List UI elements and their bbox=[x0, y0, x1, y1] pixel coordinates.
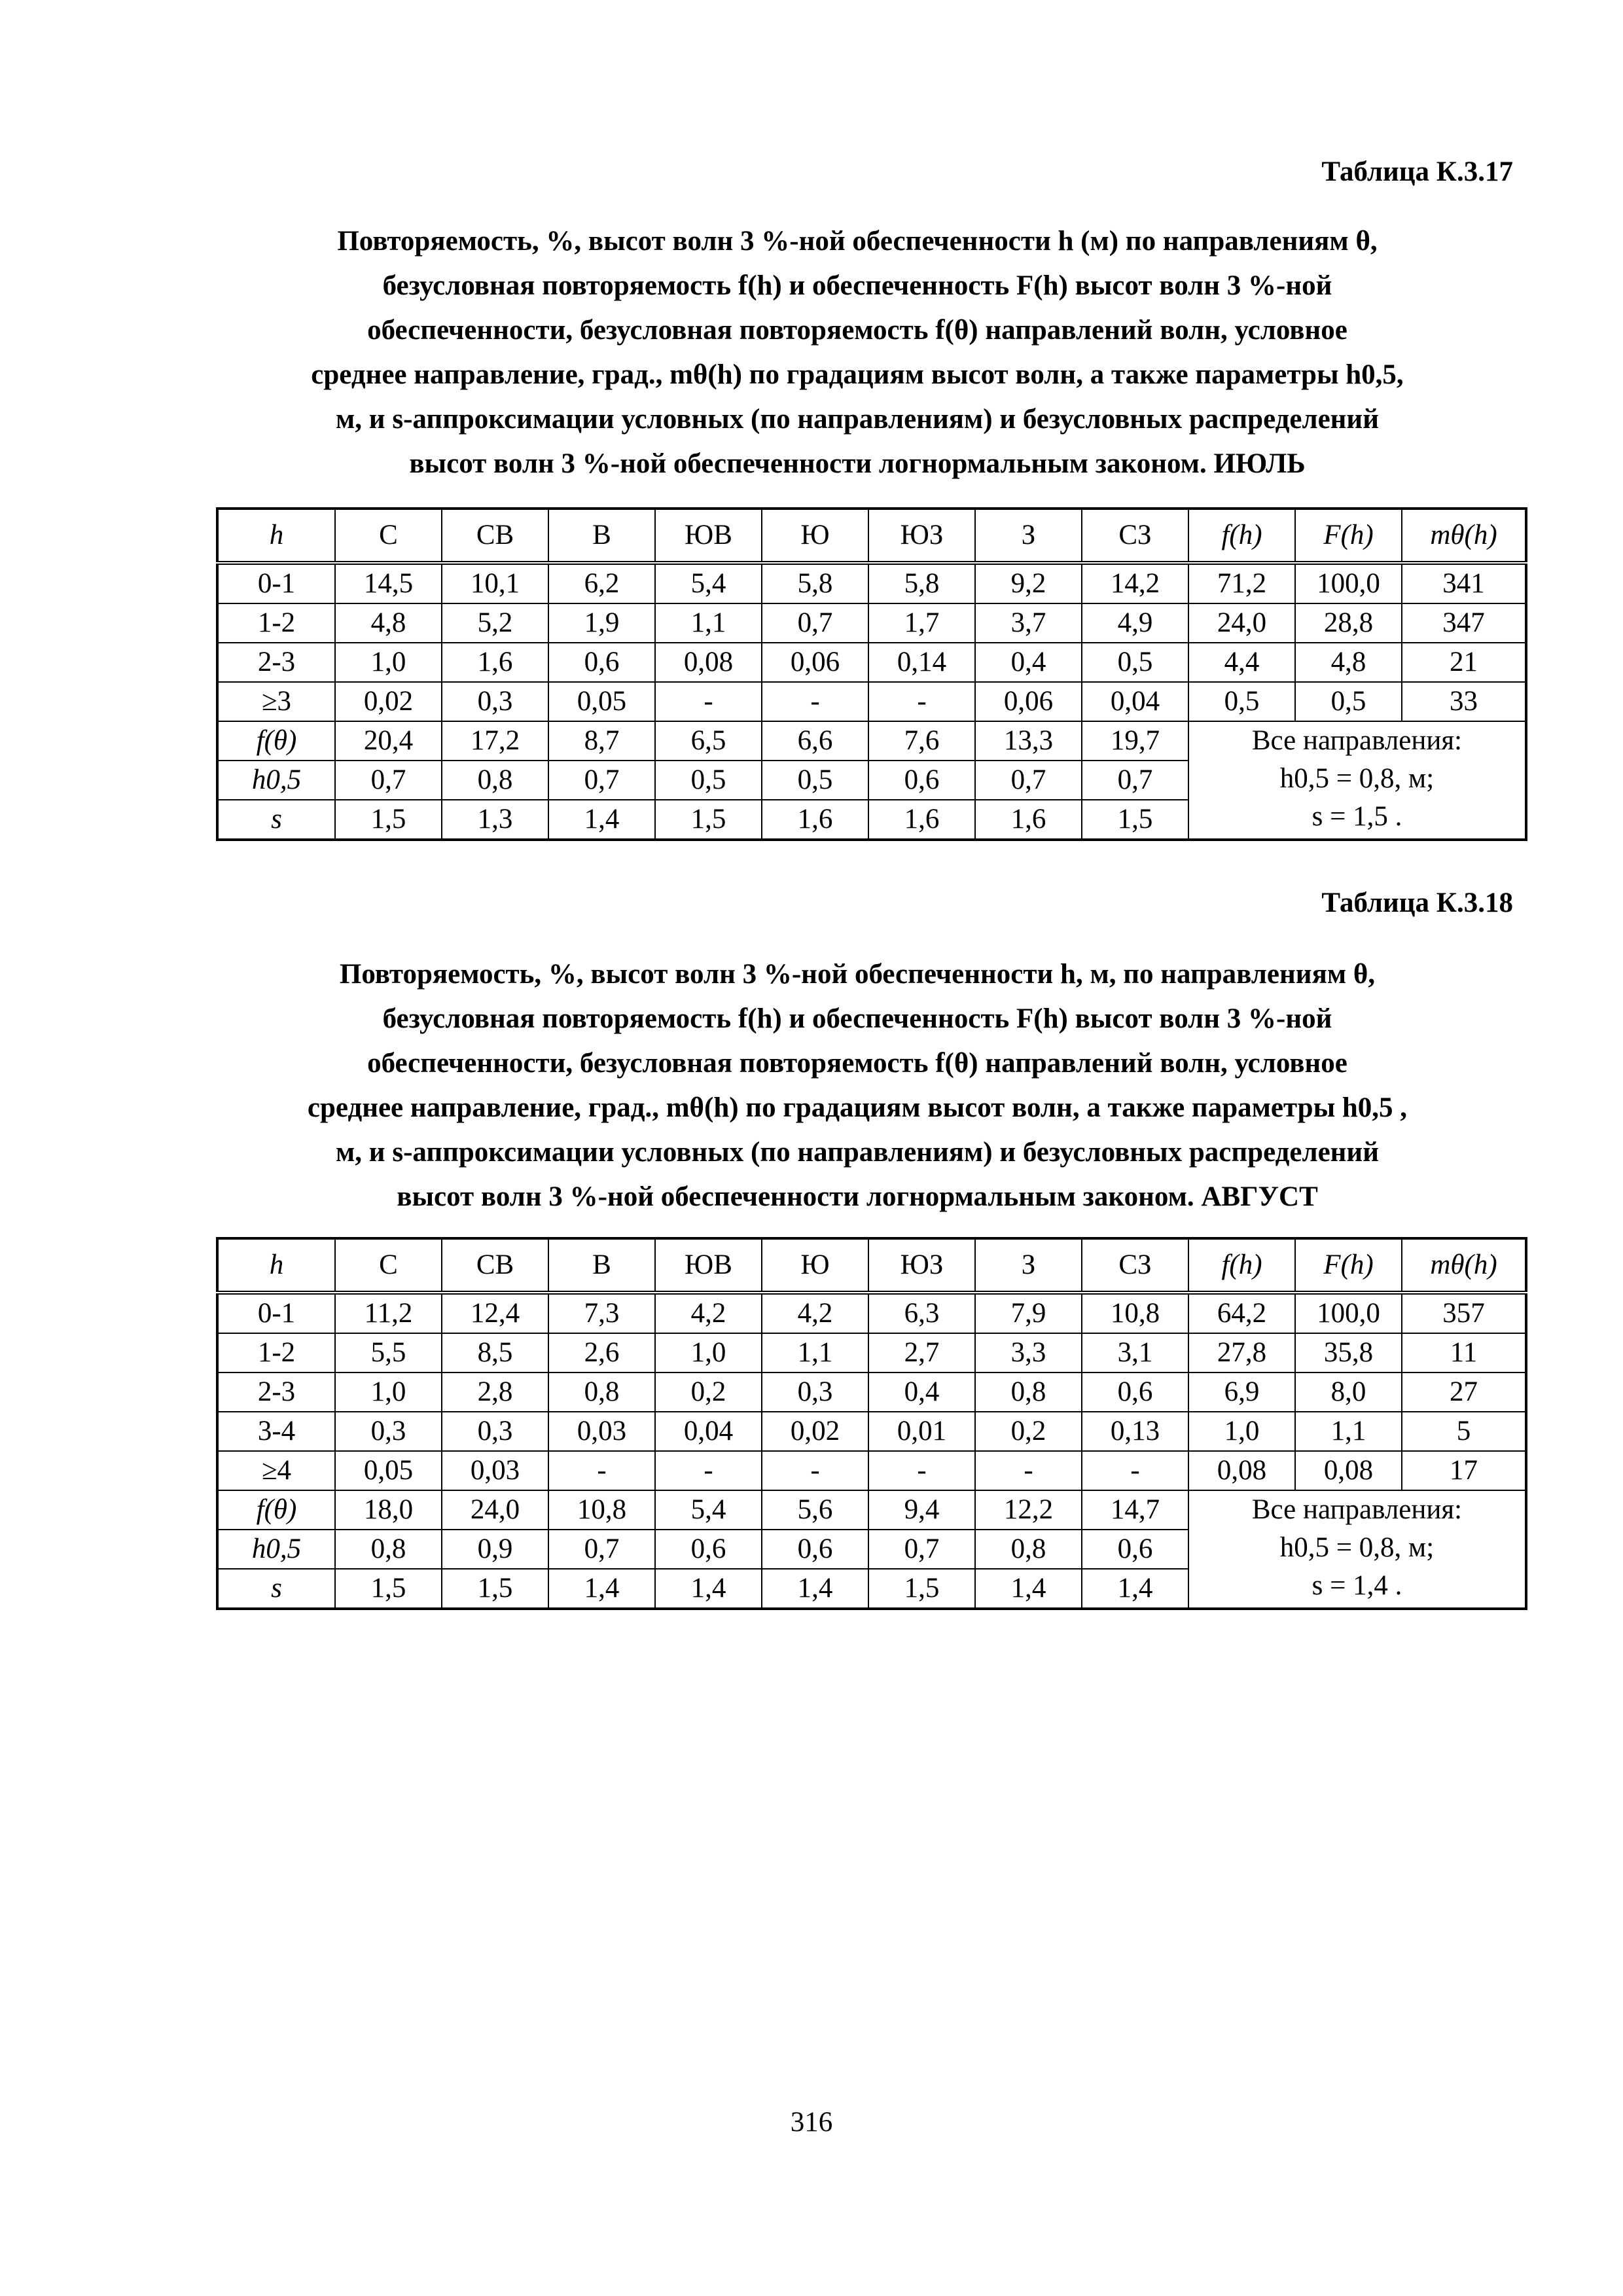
column-header: mθ(h) bbox=[1402, 1238, 1526, 1293]
table-cell: 5,8 bbox=[762, 563, 868, 603]
column-header: Ю bbox=[762, 509, 868, 563]
table-cell: 0,02 bbox=[762, 1412, 868, 1451]
table-cell: 4,4 bbox=[1188, 643, 1295, 682]
table-cell: 0,2 bbox=[975, 1412, 1082, 1451]
table-cell: 0,6 bbox=[548, 643, 655, 682]
table-cell: 1,5 bbox=[655, 800, 762, 840]
table-cell: 0,8 bbox=[975, 1372, 1082, 1412]
caption-line: среднее направление, град., mθ(h) по градациям высот волн, а также параметры h0,5, bbox=[311, 359, 1404, 390]
column-header: h bbox=[217, 1238, 335, 1293]
table-cell: 1,1 bbox=[655, 603, 762, 643]
param-row bbox=[217, 721, 1526, 761]
column-header: З bbox=[975, 1238, 1082, 1293]
table-cell: 5,2 bbox=[442, 603, 548, 643]
table-cell: 5 bbox=[1402, 1412, 1526, 1451]
table-cell: 21 bbox=[1402, 643, 1526, 682]
table-cell: 0,8 bbox=[975, 1530, 1082, 1569]
table-cell: 0,5 bbox=[655, 761, 762, 800]
column-header: F(h) bbox=[1295, 1238, 1402, 1293]
row-label: 1-2 bbox=[217, 1333, 335, 1372]
table-cell: 1,6 bbox=[442, 643, 548, 682]
table-caption bbox=[216, 219, 1499, 486]
column-header: Ю bbox=[762, 1238, 868, 1293]
table-row bbox=[217, 1333, 1526, 1372]
table-cell: 11,2 bbox=[335, 1293, 442, 1333]
table-cell: 0,03 bbox=[548, 1412, 655, 1451]
table-cell: 5,4 bbox=[655, 1490, 762, 1530]
table-cell: - bbox=[868, 1451, 975, 1490]
table-cell: 0,3 bbox=[442, 682, 548, 721]
column-header: ЮВ bbox=[655, 1238, 762, 1293]
table-cell: 0,6 bbox=[1082, 1530, 1188, 1569]
table-cell: 1,1 bbox=[1295, 1412, 1402, 1451]
column-header: mθ(h) bbox=[1402, 509, 1526, 563]
table-cell: 4,2 bbox=[762, 1293, 868, 1333]
caption-line: обеспеченности, безусловная повторяемость f(θ) направлений волн, условное bbox=[367, 315, 1347, 346]
table-cell: 12,4 bbox=[442, 1293, 548, 1333]
table-cell: 0,5 bbox=[1295, 682, 1402, 721]
param-label: h0,5 bbox=[217, 1530, 335, 1569]
table-cell: 0,3 bbox=[762, 1372, 868, 1412]
table-cell: 7,6 bbox=[868, 721, 975, 761]
table-cell: 24,0 bbox=[442, 1490, 548, 1530]
table-cell: 11 bbox=[1402, 1333, 1526, 1372]
table-row bbox=[217, 1412, 1526, 1451]
table-cell: 357 bbox=[1402, 1293, 1526, 1333]
data-table bbox=[216, 507, 1527, 841]
table-cell: 13,3 bbox=[975, 721, 1082, 761]
table-cell: 0,06 bbox=[762, 643, 868, 682]
param-row bbox=[217, 1490, 1526, 1530]
table-cell: 1,0 bbox=[1188, 1412, 1295, 1451]
table-row bbox=[217, 563, 1526, 603]
table-cell: 1,5 bbox=[868, 1569, 975, 1609]
table-cell: 1,1 bbox=[762, 1333, 868, 1372]
summary-line: Все направления: bbox=[1251, 1494, 1463, 1525]
column-header: С bbox=[335, 509, 442, 563]
column-header: h bbox=[217, 509, 335, 563]
table-cell: 0,4 bbox=[868, 1372, 975, 1412]
table-cell: 0,13 bbox=[1082, 1412, 1188, 1451]
summary-line: h0,5 = 0,8, м; bbox=[1279, 763, 1435, 794]
table-cell: 8,0 bbox=[1295, 1372, 1402, 1412]
table-cell: 27 bbox=[1402, 1372, 1526, 1412]
table-cell: 20,4 bbox=[335, 721, 442, 761]
table-cell: 1,5 bbox=[335, 800, 442, 840]
table-header-row bbox=[217, 509, 1526, 563]
table-cell: 1,9 bbox=[548, 603, 655, 643]
param-label: s bbox=[217, 800, 335, 840]
table-cell: - bbox=[868, 682, 975, 721]
table-cell: 0,7 bbox=[762, 603, 868, 643]
caption-line: м, и s-аппроксимации условных (по направлениям) и безусловных распределений bbox=[336, 1137, 1379, 1168]
table-cell: 1,4 bbox=[762, 1569, 868, 1609]
page-number: 316 bbox=[790, 2107, 833, 2138]
table-cell: 14,5 bbox=[335, 563, 442, 603]
data-table bbox=[216, 1237, 1527, 1610]
table-cell: 24,0 bbox=[1188, 603, 1295, 643]
table-cell: 1,5 bbox=[442, 1569, 548, 1609]
table-cell: 0,7 bbox=[548, 761, 655, 800]
caption-line: Повторяемость, %, высот волн 3 %-ной обеспеченности h, м, по направлениям θ, bbox=[339, 959, 1376, 990]
table-cell: 6,9 bbox=[1188, 1372, 1295, 1412]
table-cell: 0,6 bbox=[1082, 1372, 1188, 1412]
table-cell: 0,3 bbox=[335, 1412, 442, 1451]
table-cell: 1,4 bbox=[548, 800, 655, 840]
table-cell: 3,1 bbox=[1082, 1333, 1188, 1372]
table-cell: 0,08 bbox=[655, 643, 762, 682]
table-cell: 0,3 bbox=[442, 1412, 548, 1451]
caption-line: высот волн 3 %-ной обеспеченности логнормальным законом. ИЮЛЬ bbox=[409, 448, 1306, 479]
table-row bbox=[217, 1372, 1526, 1412]
table-cell: 1,5 bbox=[335, 1569, 442, 1609]
table-cell: 1,4 bbox=[975, 1569, 1082, 1609]
table-cell: 0,5 bbox=[1082, 643, 1188, 682]
table-cell: 0,8 bbox=[442, 761, 548, 800]
caption-line: безусловная повторяемость f(h) и обеспеченность F(h) высот волн 3 %-ной bbox=[382, 1003, 1332, 1034]
column-header: ЮЗ bbox=[868, 1238, 975, 1293]
table-cell: 0,2 bbox=[655, 1372, 762, 1412]
table-cell: 0,08 bbox=[1295, 1451, 1402, 1490]
column-header: С bbox=[335, 1238, 442, 1293]
table-number: Таблица К.3.18 bbox=[1321, 888, 1513, 918]
column-header: F(h) bbox=[1295, 509, 1402, 563]
table-cell: 9,4 bbox=[868, 1490, 975, 1530]
column-header: СВ bbox=[442, 509, 548, 563]
summary-line: h0,5 = 0,8, м; bbox=[1279, 1532, 1435, 1563]
table-cell: 2,6 bbox=[548, 1333, 655, 1372]
table-cell: 0,7 bbox=[975, 761, 1082, 800]
table-cell: 0,02 bbox=[335, 682, 442, 721]
table-cell: 0,7 bbox=[548, 1530, 655, 1569]
table-cell: 1,0 bbox=[335, 1372, 442, 1412]
table-cell: 4,2 bbox=[655, 1293, 762, 1333]
table-cell: 0,04 bbox=[655, 1412, 762, 1451]
param-label: f(θ) bbox=[217, 1490, 335, 1530]
table-cell: 6,6 bbox=[762, 721, 868, 761]
table-cell: 3,3 bbox=[975, 1333, 1082, 1372]
table-number: Таблица К.3.17 bbox=[1321, 156, 1513, 187]
table-cell: 17 bbox=[1402, 1451, 1526, 1490]
table-cell: 0,6 bbox=[762, 1530, 868, 1569]
row-label: 3-4 bbox=[217, 1412, 335, 1451]
column-header: З bbox=[975, 509, 1082, 563]
table-cell: 27,8 bbox=[1188, 1333, 1295, 1372]
row-label: 2-3 bbox=[217, 643, 335, 682]
table-cell: 1,4 bbox=[1082, 1569, 1188, 1609]
table-cell: 14,2 bbox=[1082, 563, 1188, 603]
row-label: 2-3 bbox=[217, 1372, 335, 1412]
column-header: СЗ bbox=[1082, 509, 1188, 563]
table-cell: 100,0 bbox=[1295, 1293, 1402, 1333]
table-cell: 35,8 bbox=[1295, 1333, 1402, 1372]
table-cell: 8,7 bbox=[548, 721, 655, 761]
table-cell: 0,03 bbox=[442, 1451, 548, 1490]
table-cell: 64,2 bbox=[1188, 1293, 1295, 1333]
row-label: 1-2 bbox=[217, 603, 335, 643]
column-header: СВ bbox=[442, 1238, 548, 1293]
table-cell: 2,8 bbox=[442, 1372, 548, 1412]
table-cell: 1,4 bbox=[548, 1569, 655, 1609]
table-cell: 5,4 bbox=[655, 563, 762, 603]
table-cell: 100,0 bbox=[1295, 563, 1402, 603]
table-cell: - bbox=[1082, 1451, 1188, 1490]
table-cell: 7,3 bbox=[548, 1293, 655, 1333]
table-cell: 10,8 bbox=[1082, 1293, 1188, 1333]
table-cell: 0,05 bbox=[548, 682, 655, 721]
table-cell: 28,8 bbox=[1295, 603, 1402, 643]
summary-line: s = 1,4 . bbox=[1311, 1570, 1402, 1601]
table-cell: 5,5 bbox=[335, 1333, 442, 1372]
table-cell: - bbox=[975, 1451, 1082, 1490]
column-header: В bbox=[548, 1238, 655, 1293]
param-label: h0,5 bbox=[217, 761, 335, 800]
table-cell: 0,4 bbox=[975, 643, 1082, 682]
table-cell: 1,6 bbox=[762, 800, 868, 840]
table-cell: 5,6 bbox=[762, 1490, 868, 1530]
table-cell: - bbox=[548, 1451, 655, 1490]
table-cell: 0,01 bbox=[868, 1412, 975, 1451]
summary-line: s = 1,5 . bbox=[1311, 801, 1402, 832]
table-cell: - bbox=[762, 1451, 868, 1490]
table-cell: 2,7 bbox=[868, 1333, 975, 1372]
column-header: f(h) bbox=[1188, 1238, 1295, 1293]
table-cell: 1,7 bbox=[868, 603, 975, 643]
table-cell: 1,3 bbox=[442, 800, 548, 840]
table-row bbox=[217, 1451, 1526, 1490]
table-cell: - bbox=[762, 682, 868, 721]
table-cell: 1,6 bbox=[975, 800, 1082, 840]
table-cell: 0,14 bbox=[868, 643, 975, 682]
table-cell: 4,9 bbox=[1082, 603, 1188, 643]
table-cell: 0,08 bbox=[1188, 1451, 1295, 1490]
table-cell: 10,1 bbox=[442, 563, 548, 603]
table-cell: 18,0 bbox=[335, 1490, 442, 1530]
table-cell: 0,9 bbox=[442, 1530, 548, 1569]
table-cell: 0,8 bbox=[548, 1372, 655, 1412]
all-directions-summary bbox=[1188, 1490, 1526, 1609]
table-cell: 4,8 bbox=[335, 603, 442, 643]
table-cell: 0,06 bbox=[975, 682, 1082, 721]
table-cell: 341 bbox=[1402, 563, 1526, 603]
table-cell: 0,7 bbox=[868, 1530, 975, 1569]
caption-line: безусловная повторяемость f(h) и обеспеченность F(h) высот волн 3 %-ной bbox=[382, 270, 1332, 301]
table-cell: 0,7 bbox=[1082, 761, 1188, 800]
table-row bbox=[217, 1293, 1526, 1333]
table-cell: 0,5 bbox=[762, 761, 868, 800]
table-cell: 19,7 bbox=[1082, 721, 1188, 761]
table-cell: 7,9 bbox=[975, 1293, 1082, 1333]
caption-line: среднее направление, град., mθ(h) по градациям высот волн, а также параметры h0,5 , bbox=[307, 1092, 1408, 1123]
row-label: ≥4 bbox=[217, 1451, 335, 1490]
table-cell: 0,05 bbox=[335, 1451, 442, 1490]
table-cell: 6,3 bbox=[868, 1293, 975, 1333]
param-label: s bbox=[217, 1569, 335, 1609]
caption-line: высот волн 3 %-ной обеспеченности логнормальным законом. АВГУСТ bbox=[397, 1181, 1318, 1212]
caption-line: м, и s-аппроксимации условных (по направлениям) и безусловных распределений bbox=[336, 404, 1379, 435]
table-cell: 3,7 bbox=[975, 603, 1082, 643]
table-cell: 12,2 bbox=[975, 1490, 1082, 1530]
table-row bbox=[217, 643, 1526, 682]
caption-line: Повторяемость, %, высот волн 3 %-ной обеспеченности h (м) по направлениям θ, bbox=[337, 226, 1378, 257]
table-cell: 10,8 bbox=[548, 1490, 655, 1530]
param-label: f(θ) bbox=[217, 721, 335, 761]
column-header: СЗ bbox=[1082, 1238, 1188, 1293]
table-caption bbox=[216, 952, 1499, 1219]
row-label: ≥3 bbox=[217, 682, 335, 721]
column-header: В bbox=[548, 509, 655, 563]
table-cell: 33 bbox=[1402, 682, 1526, 721]
table-cell: 1,0 bbox=[335, 643, 442, 682]
column-header: ЮВ bbox=[655, 509, 762, 563]
table-cell: - bbox=[655, 682, 762, 721]
column-header: ЮЗ bbox=[868, 509, 975, 563]
table-cell: 9,2 bbox=[975, 563, 1082, 603]
table-cell: 0,5 bbox=[1188, 682, 1295, 721]
table-cell: 17,2 bbox=[442, 721, 548, 761]
table-header-row bbox=[217, 1238, 1526, 1293]
row-label: 0-1 bbox=[217, 1293, 335, 1333]
table-cell: 0,6 bbox=[655, 1530, 762, 1569]
table-cell: 1,5 bbox=[1082, 800, 1188, 840]
table-cell: 6,5 bbox=[655, 721, 762, 761]
table-cell: 347 bbox=[1402, 603, 1526, 643]
row-label: 0-1 bbox=[217, 563, 335, 603]
table-cell: 14,7 bbox=[1082, 1490, 1188, 1530]
table-cell: 4,8 bbox=[1295, 643, 1402, 682]
column-header: f(h) bbox=[1188, 509, 1295, 563]
all-directions-summary bbox=[1188, 721, 1526, 840]
table-cell: - bbox=[655, 1451, 762, 1490]
table-cell: 0,7 bbox=[335, 761, 442, 800]
table-row bbox=[217, 682, 1526, 721]
table-cell: 6,2 bbox=[548, 563, 655, 603]
table-cell: 1,4 bbox=[655, 1569, 762, 1609]
table-cell: 0,04 bbox=[1082, 682, 1188, 721]
table-cell: 8,5 bbox=[442, 1333, 548, 1372]
table-cell: 1,0 bbox=[655, 1333, 762, 1372]
summary-line: Все направления: bbox=[1251, 725, 1463, 756]
table-cell: 71,2 bbox=[1188, 563, 1295, 603]
table-cell: 0,8 bbox=[335, 1530, 442, 1569]
caption-line: обеспеченности, безусловная повторяемость f(θ) направлений волн, условное bbox=[367, 1048, 1347, 1079]
table-cell: 5,8 bbox=[868, 563, 975, 603]
table-cell: 1,6 bbox=[868, 800, 975, 840]
table-cell: 0,6 bbox=[868, 761, 975, 800]
table-row bbox=[217, 603, 1526, 643]
